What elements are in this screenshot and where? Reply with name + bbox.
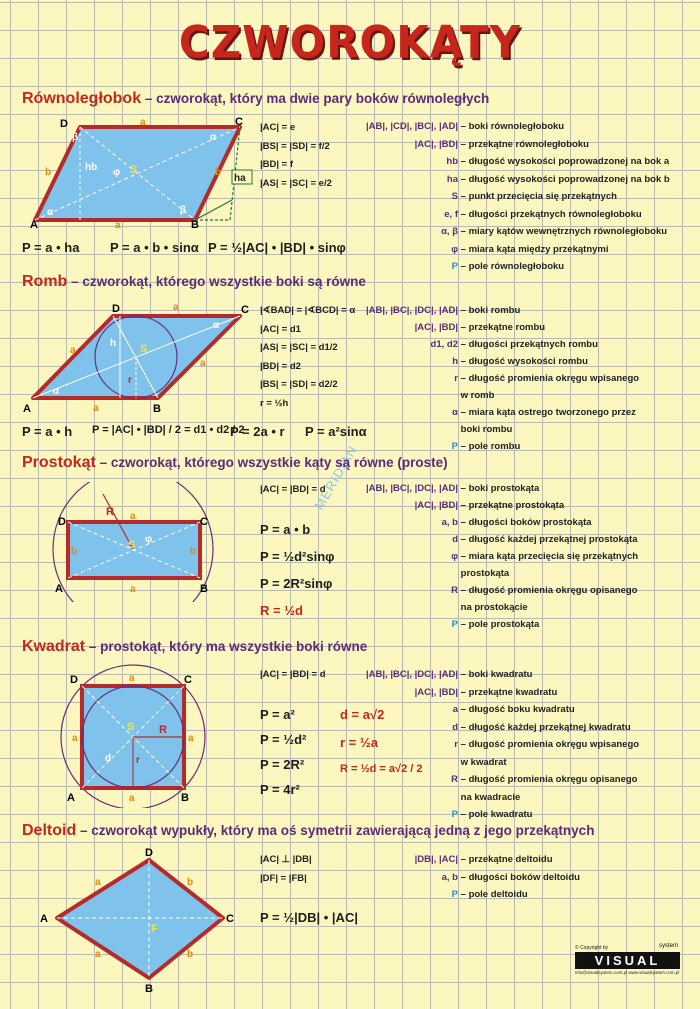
area-formulas-s3 bbox=[260, 522, 334, 630]
legend-key: |AB|, |BC|, |DC|, |AD| bbox=[366, 305, 458, 316]
formula: |AC| = d1 bbox=[260, 323, 301, 335]
legend-key: ha bbox=[446, 173, 458, 185]
vertex-a: A bbox=[40, 913, 48, 925]
side-label-a: a bbox=[72, 733, 78, 744]
vertex-d: D bbox=[145, 847, 153, 859]
side-label-a: a bbox=[95, 949, 101, 960]
alpha-angle: α bbox=[53, 386, 60, 397]
area-formula: P = a • h bbox=[22, 424, 73, 439]
legend-text: – długość promienia okręgu opisanego bbox=[460, 585, 638, 596]
side-label-a: a bbox=[188, 733, 194, 744]
section-heading-rownoleglobok bbox=[22, 90, 489, 108]
legend-text: – długości przekątnych równoległoboku bbox=[460, 208, 642, 220]
legend-key: a, b bbox=[441, 871, 458, 883]
side-label-a: a bbox=[93, 403, 99, 414]
area-formula: P = 2a • r bbox=[230, 424, 285, 439]
legend-key: P bbox=[451, 441, 458, 452]
legend-text: – pole rombu bbox=[460, 441, 521, 452]
square-figure bbox=[55, 663, 230, 808]
side-label-b: b bbox=[187, 877, 194, 888]
height-hb: hb bbox=[85, 162, 98, 173]
logo-system-text: system bbox=[658, 943, 678, 949]
side-label-a: a bbox=[173, 302, 179, 313]
watermark: MERIDIAN bbox=[311, 442, 361, 513]
legend-text: – długość promienia okręgu wpisanego bbox=[460, 739, 640, 750]
formula: |AS| = |SC| = e/2 bbox=[260, 177, 332, 189]
legend-text: prostokąta bbox=[460, 568, 510, 579]
side-label-a: a bbox=[115, 220, 121, 230]
center-s: S bbox=[140, 343, 148, 355]
legend-key: P bbox=[451, 889, 458, 900]
section-desc: – czworokąt wypukły, który ma oś symetrii zawierającą jedną z jego przekątnych bbox=[79, 823, 595, 838]
side-label-a: a bbox=[95, 877, 101, 888]
legend-text: – miary kątów wewnętrznych równoległoboku bbox=[460, 226, 668, 237]
radius-big-r: R bbox=[159, 724, 167, 736]
legend-text: – punkt przecięcia się przekątnych bbox=[460, 191, 617, 202]
legend-key: S bbox=[451, 191, 458, 202]
vertex-d: D bbox=[58, 516, 66, 528]
legend-text: – długość każdej przekątnej kwadratu bbox=[460, 721, 631, 733]
legend-key: e, f bbox=[444, 208, 458, 220]
vertex-a: A bbox=[30, 219, 38, 230]
legend-key: |AC|, |BD| bbox=[414, 686, 458, 698]
rectangle-figure bbox=[40, 482, 250, 602]
section-name: Równoległobok bbox=[22, 90, 142, 107]
legend-key: r bbox=[454, 739, 458, 750]
formula: |∢BAD| = |∢BCD| = α bbox=[260, 305, 356, 316]
vertex-b: B bbox=[153, 403, 161, 415]
formula: |BS| = |SD| = d2/2 bbox=[260, 379, 338, 390]
legend-text: – pole prostokąta bbox=[460, 619, 540, 630]
legend-text: – długość wysokości poprowadzonej na bok a bbox=[460, 156, 670, 167]
logo-urls: info@visualsystem.com.pl www.visualsystem.com.pl bbox=[575, 970, 680, 975]
formula: |AS| = |SC| = d1/2 bbox=[260, 342, 338, 353]
legend-text: – długość boku kwadratu bbox=[460, 704, 575, 715]
legend-text: – długość promienia okręgu wpisanego bbox=[460, 373, 640, 384]
legend-key: d bbox=[452, 534, 458, 545]
section-desc: – prostokąt, który ma wszystkie boki równe bbox=[88, 639, 368, 654]
phi-angle: φ bbox=[113, 167, 121, 178]
extra-formula: R = ½d = a√2 / 2 bbox=[340, 763, 423, 775]
area-formula: R = ½d bbox=[260, 603, 303, 618]
formula: r = ½h bbox=[260, 397, 289, 409]
logo-brand: VISUAL bbox=[575, 952, 680, 969]
side-label-b: b bbox=[45, 167, 52, 178]
section-heading-prostokat bbox=[22, 454, 448, 472]
legend-text: – przekątne kwadratu bbox=[460, 686, 558, 698]
area-formula: P = a²sinα bbox=[305, 424, 367, 439]
legend-text: w kwadrat bbox=[460, 756, 507, 768]
legend-key: hb bbox=[446, 156, 458, 167]
side-label-a: a bbox=[130, 584, 136, 595]
legend-s4 bbox=[345, 670, 690, 828]
legend-text: – przekątne równoległoboku bbox=[460, 138, 589, 150]
legend-key: a bbox=[452, 704, 458, 715]
formula: |AC| = |BD| = d bbox=[260, 484, 326, 495]
height-ha: ha bbox=[234, 173, 246, 184]
legend-text: – miara kąta przecięcia się przekątnych bbox=[460, 551, 639, 562]
legend-text: – długość wysokości rombu bbox=[460, 356, 588, 367]
legend-text: – długości boków deltoidu bbox=[460, 871, 580, 883]
legend-text: – przekątne prostokąta bbox=[460, 500, 565, 511]
legend-text: – pole kwadratu bbox=[460, 809, 533, 820]
legend-text: – pole równoległoboku bbox=[460, 261, 565, 272]
area-formula: P = |AC| • |BD| / 2 = d1 • d2 / 2 bbox=[92, 424, 245, 436]
section-name: Prostokąt bbox=[22, 454, 96, 471]
legend-key: |AC|, |BD| bbox=[414, 322, 458, 333]
formula: |AC| ⊥ |DB| bbox=[260, 854, 312, 865]
vertex-c: C bbox=[226, 913, 234, 925]
legend-text: na prostokącie bbox=[460, 602, 528, 613]
area-formulas-s4 bbox=[260, 707, 306, 807]
phi-angle: φ bbox=[145, 534, 153, 545]
legend-text: – boki prostokąta bbox=[460, 483, 540, 494]
formula: |BD| = d2 bbox=[260, 360, 301, 372]
side-label-a: a bbox=[130, 511, 136, 522]
formula: |AC| = |BD| = d bbox=[260, 669, 326, 680]
area-formula: P = ½|AC| • |BD| • sinφ bbox=[208, 240, 346, 255]
section-name: Kwadrat bbox=[22, 638, 86, 655]
legend-key: α, β bbox=[441, 226, 458, 237]
section-desc: – czworokąt, którego wszystkie boki są równe bbox=[71, 274, 366, 289]
vertex-a: A bbox=[55, 583, 63, 595]
vertex-d: D bbox=[70, 674, 78, 686]
legend-text: – długość wysokości poprowadzonej na bok b bbox=[460, 173, 670, 185]
section-desc: – czworokąt, którego wszystkie kąty są równe (proste) bbox=[99, 455, 448, 470]
legend-key: a, b bbox=[441, 517, 458, 528]
side-label-b: b bbox=[190, 546, 197, 557]
vertex-c: C bbox=[241, 304, 249, 316]
vertex-a: A bbox=[23, 403, 31, 415]
legend-key: α bbox=[452, 407, 458, 418]
legend-text: boki rombu bbox=[460, 424, 513, 435]
legend-text: – długość każdej przekątnej prostokąta bbox=[460, 534, 638, 545]
beta-angle: β bbox=[180, 205, 187, 216]
side-label-b: b bbox=[187, 949, 194, 960]
formulas-s5 bbox=[260, 855, 312, 883]
formulas-s2 bbox=[260, 306, 355, 408]
alpha-angle: α bbox=[47, 207, 54, 218]
legend-s5 bbox=[345, 855, 690, 908]
legend-key: R bbox=[451, 585, 458, 596]
formula: |BS| = |SD| = f/2 bbox=[260, 140, 330, 152]
area-formula: P = ½d²sinφ bbox=[260, 549, 335, 564]
legend-key: |AC|, |BD| bbox=[414, 500, 458, 511]
side-label-b: b bbox=[71, 546, 78, 557]
legend-text: – długości boków prostokąta bbox=[460, 517, 592, 528]
legend-text: – przekątne deltoidu bbox=[460, 854, 553, 865]
legend-s1 bbox=[345, 122, 690, 280]
vertex-d: D bbox=[60, 118, 68, 130]
legend-text: – długości przekątnych rombu bbox=[460, 339, 598, 350]
legend-key: P bbox=[451, 261, 458, 272]
legend-key: |AB|, |CD|, |BC|, |AD| bbox=[366, 121, 458, 132]
extra-formula: d = a√2 bbox=[340, 707, 385, 722]
formulas-s1 bbox=[260, 123, 332, 188]
beta-angle: β bbox=[72, 132, 79, 143]
legend-text: – przekątne rombu bbox=[460, 322, 546, 333]
legend-key: r bbox=[454, 373, 458, 384]
legend-key: d bbox=[452, 721, 458, 733]
copyright-text: © Copyright by bbox=[575, 945, 609, 951]
area-formula: P = 2R² bbox=[260, 757, 305, 772]
vertex-b: B bbox=[181, 792, 189, 804]
vertex-c: C bbox=[200, 516, 208, 528]
section-heading-kwadrat bbox=[22, 638, 367, 656]
side-label-a: a bbox=[129, 793, 135, 804]
alpha-angle: α bbox=[213, 320, 220, 331]
legend-key: φ bbox=[451, 243, 458, 255]
area-formula: P = a • b • sinα bbox=[110, 240, 199, 255]
legend-key: φ bbox=[451, 551, 458, 562]
side-label-b: b bbox=[215, 167, 222, 178]
area-formula: P = ½d² bbox=[260, 732, 307, 747]
legend-key: |AC|, |BD| bbox=[414, 138, 458, 150]
section-name: Deltoid bbox=[22, 822, 77, 839]
legend-text: w romb bbox=[460, 390, 495, 401]
legend-text: – boki rombu bbox=[460, 305, 521, 316]
vertex-d: D bbox=[112, 303, 120, 315]
legend-key: d1, d2 bbox=[430, 339, 458, 350]
formula: |BD| = f bbox=[260, 159, 294, 170]
section-name: Romb bbox=[22, 273, 68, 290]
area-formula: P = a • ha bbox=[22, 240, 80, 255]
deltoid-figure bbox=[35, 845, 250, 995]
section-desc: – czworokąt, który ma dwie pary boków równoległych bbox=[144, 91, 490, 106]
formula: |AC| = e bbox=[260, 122, 296, 133]
radius-r: r bbox=[128, 375, 132, 386]
side-label-a: a bbox=[140, 117, 146, 128]
alpha-angle: α bbox=[210, 132, 217, 143]
legend-text: – miara kąta ostrego tworzonego przez bbox=[460, 407, 636, 418]
legend-text: na kwadracie bbox=[460, 791, 521, 803]
legend-text: – boki równoległoboku bbox=[460, 121, 565, 132]
legend-s3 bbox=[345, 484, 690, 637]
legend-text: – miara kąta między przekątnymi bbox=[460, 243, 609, 255]
radius-r: r bbox=[136, 755, 140, 766]
side-label-a: a bbox=[200, 358, 206, 369]
page-title: CZWOROKĄTY bbox=[178, 16, 522, 69]
formula: |DF| = |FB| bbox=[260, 872, 307, 884]
area-formula: P = 4r² bbox=[260, 782, 300, 797]
center-s: S bbox=[130, 164, 138, 176]
legend-s2 bbox=[345, 306, 690, 459]
center-s: S bbox=[128, 539, 136, 551]
rhombus-figure bbox=[18, 298, 258, 416]
vertex-c: C bbox=[235, 116, 243, 128]
parallelogram-figure bbox=[25, 115, 265, 230]
extra-formula: r = ½a bbox=[340, 735, 378, 750]
point-f: F bbox=[151, 923, 158, 935]
legend-text: – pole deltoidu bbox=[460, 889, 528, 900]
area-formula: P = a² bbox=[260, 707, 295, 722]
area-formula: P = 2R²sinφ bbox=[260, 576, 333, 591]
vertex-a: A bbox=[67, 792, 75, 804]
side-label-a: a bbox=[129, 673, 135, 684]
vertex-c: C bbox=[184, 674, 192, 686]
legend-key: |AB|, |BC|, |DC|, |AD| bbox=[366, 483, 458, 494]
vertex-b: B bbox=[145, 983, 153, 995]
legend-key: |DB|, |AC| bbox=[414, 854, 458, 865]
vertex-b: B bbox=[200, 583, 208, 595]
section-heading-romb bbox=[22, 273, 366, 291]
vertex-b: B bbox=[191, 219, 199, 230]
side-label-a: a bbox=[70, 345, 76, 356]
area-formula: P = a • b bbox=[260, 522, 311, 537]
section-heading-deltoid bbox=[22, 822, 594, 840]
publisher-logo bbox=[575, 945, 680, 975]
area-formula: P = ½|DB| • |AC| bbox=[260, 910, 358, 925]
legend-text: – boki kwadratu bbox=[460, 669, 533, 680]
legend-text: – długość promienia okręgu opisanego bbox=[460, 774, 638, 785]
legend-key: h bbox=[452, 356, 458, 367]
legend-key: |AB|, |BC|, |DC|, |AD| bbox=[366, 669, 458, 680]
center-s: S bbox=[127, 721, 135, 733]
legend-key: P bbox=[451, 619, 458, 630]
diagonal-d: d bbox=[105, 753, 112, 764]
legend-key: R bbox=[451, 774, 458, 785]
radius-r: R bbox=[106, 506, 114, 518]
height-h: h bbox=[110, 338, 117, 349]
legend-key: P bbox=[451, 809, 458, 820]
